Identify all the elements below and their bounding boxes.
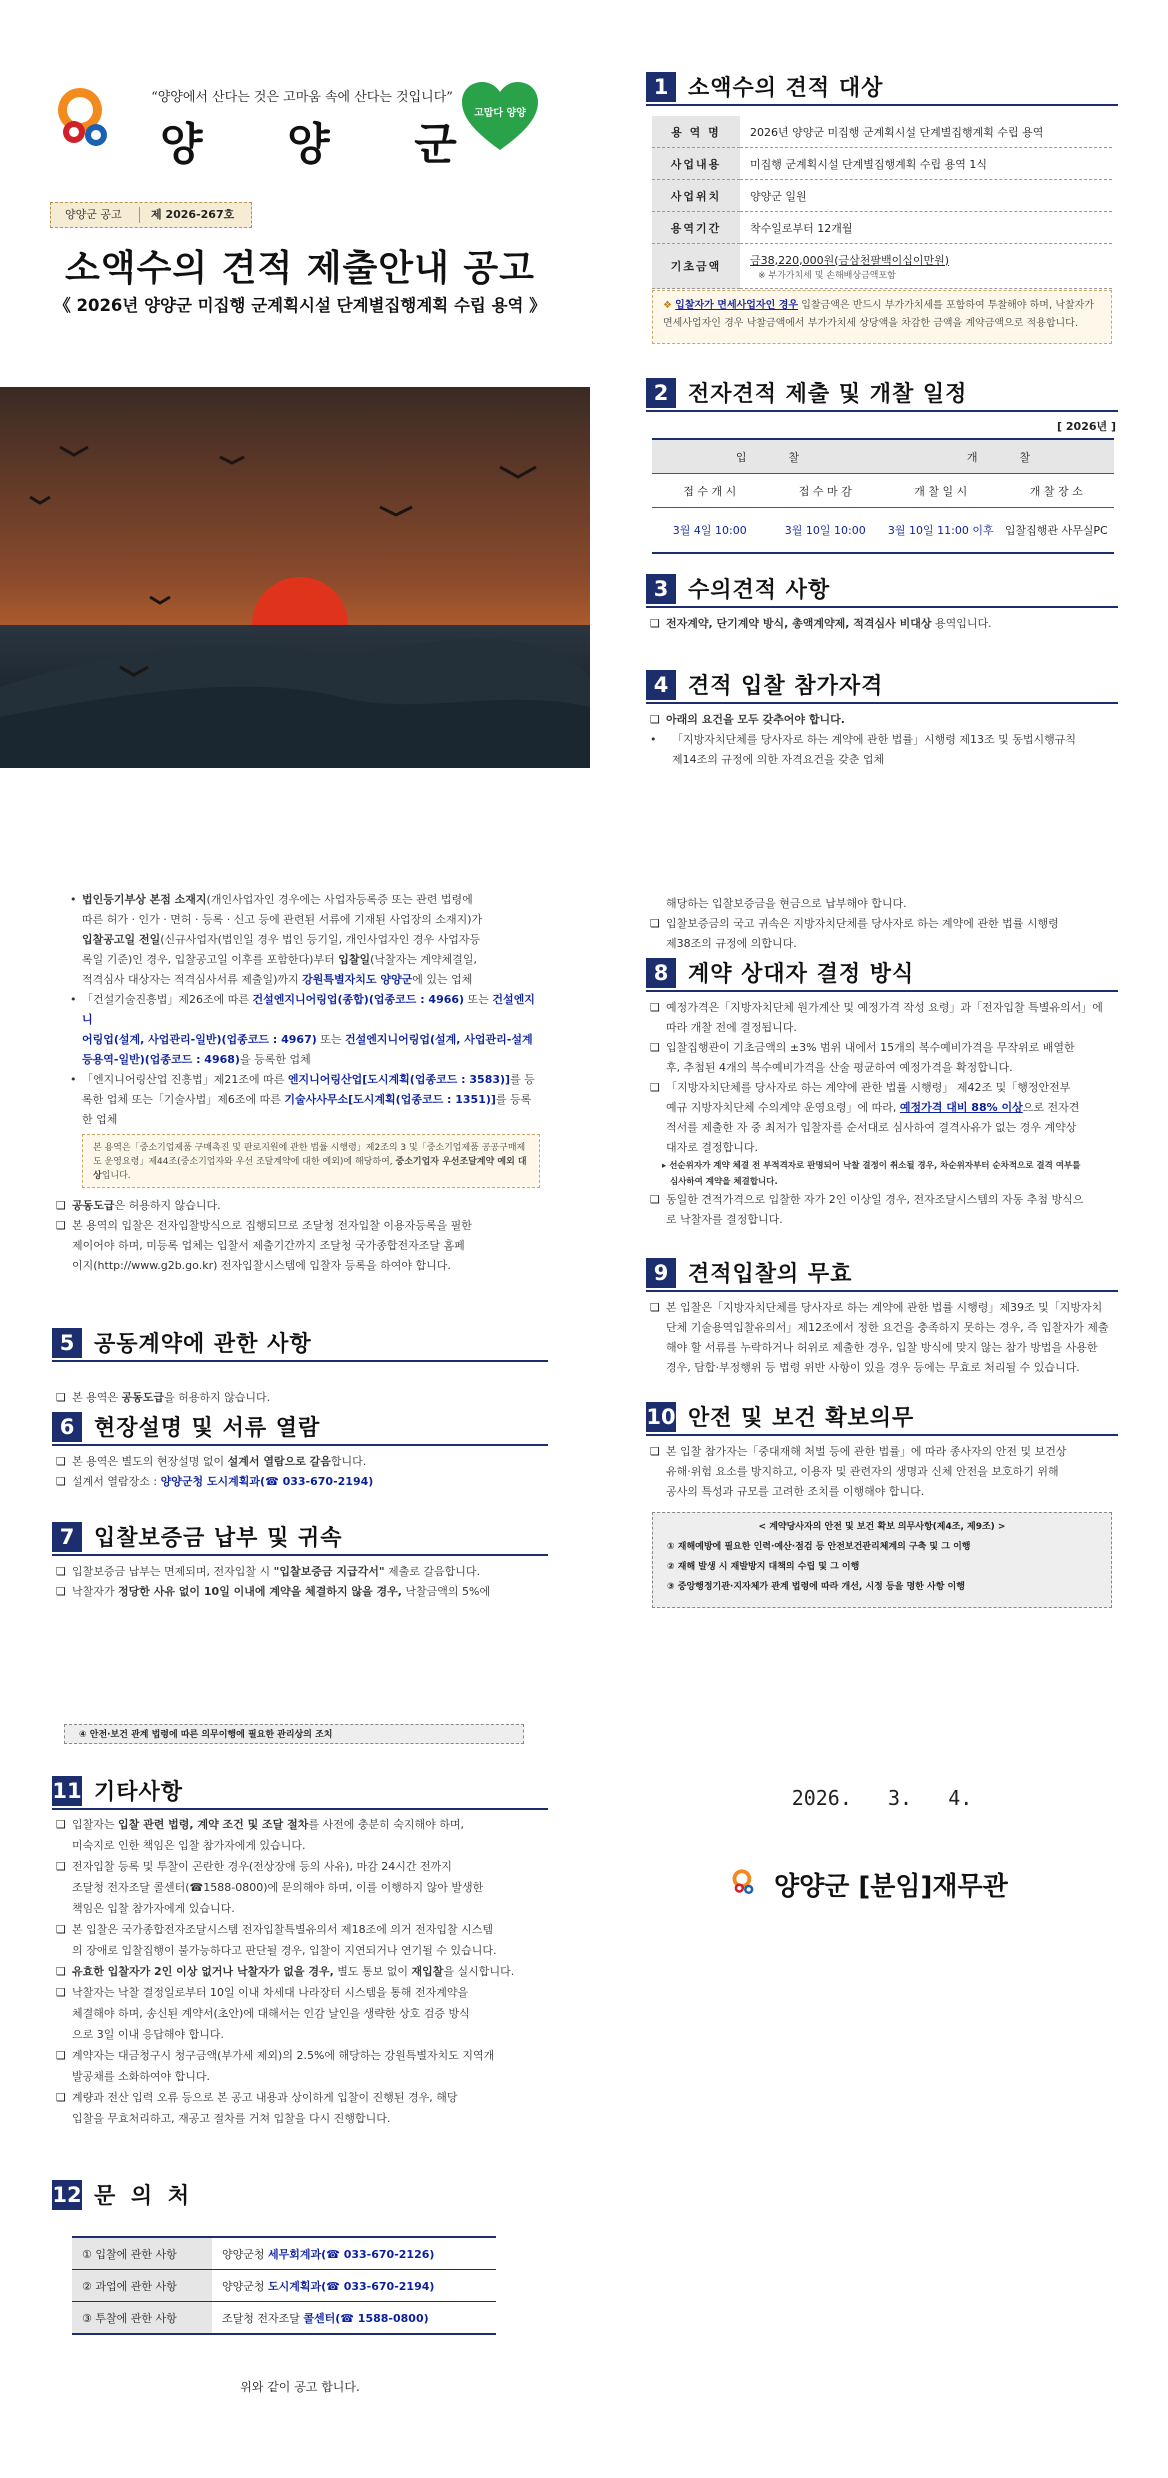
- sunset-photo: [0, 387, 590, 768]
- group-header-open: 개 찰: [883, 439, 1114, 474]
- sec4-line: ❑ 아래의 요건을 모두 갖추어야 합니다.: [650, 710, 1112, 730]
- section-title: 공동계약에 관한 사항: [94, 1332, 312, 1357]
- section-11-header: [52, 1774, 548, 1810]
- sec8-item: ❑ 「지방자치단체를 당사자로 하는 계약에 관한 법률 시행령」 제42조 및「행정안전부 예규 지방자치단체 수의계약 운영요령」에 따라, 예정가격 대비 88% 이상으로 전자견 적서를 제출한 자 중 최저가 입찰자를 순서대로 심사하여 결격사유가 없는 경우 계약상 대자로 결정합니다.: [650, 1078, 1114, 1158]
- section-number: 8: [646, 958, 676, 988]
- col-header: 접 수 마 감: [768, 474, 884, 508]
- sec11-item: ❑ 본 입찰은 국가종합전자조달시스템 전자입찰특별유의서 제18조에 의거 전자입찰 시스템 의 장애로 입찰집행이 불가능하다고 판단될 경우, 입찰이 지연되거나 연기될 수 있습니다.: [56, 1919, 544, 1961]
- sec8-item: ❑ 예정가격은「지방자치단체 원가계산 및 예정가격 작성 요령」과「전자입찰 특별유의서」에 따라 개찰 전에 결정됩니다.: [650, 998, 1114, 1038]
- row-value: 미집행 군계획시설 단계별집행계획 수립 용역 1식: [740, 148, 1112, 180]
- section-5-header: [52, 1326, 548, 1362]
- cell-value: 3월 4일 10:00: [652, 508, 768, 554]
- section-number: 9: [646, 1258, 676, 1288]
- section-9-header: [646, 1256, 1118, 1292]
- sec11-item: ❑ 유효한 입찰자가 2인 이상 없거나 낙찰자가 없을 경우, 별도 통보 없이 재입찰을 실시합니다.: [56, 1961, 544, 1982]
- table-row: [652, 116, 1112, 148]
- section-title: 기타사항: [94, 1780, 184, 1805]
- county-logo-small-icon: [730, 1866, 764, 1900]
- page-title: 소액수의 견적 제출안내 공고: [65, 248, 535, 289]
- sme-exception-note: 본 용역은「중소기업제품 구매촉진 및 판로지원에 관한 법률 시행령」제2조의 3 및「중소기업제품 공공구매제도 운영요령」제44조(중소기업자와 우선 조달계약에 대한 예외)에 해당하여, 중소기업자 우선조달계약 예외 대상입니다.: [82, 1134, 540, 1188]
- sec9-item: ❑ 본 입찰은「지방자치단체를 당사자로 하는 계약에 관한 법률 시행령」제39조 및「지방자치 단체 기술용역입찰유의서」제12조에서 정한 요건을 충족하지 못하는 경우, 즉 입찰자가 제출 해야 할 서류를 누락하거나 허위로 제출한 경우, 입찰 방식에 맞지 않는 참가 방법을 사용한 경우, 담합·부정행위 등 법령 위반 사항이 있을 경우 등에는 무효로 처리될 수 있습니다.: [650, 1298, 1114, 1378]
- sec11-item: ❑ 계약자는 대금청구시 청구금액(부가세 제외)의 2.5%에 해당하는 강원특별자치도 지역개 발공채를 소화하여야 합니다.: [56, 2045, 544, 2087]
- sec4-body: [650, 710, 1112, 770]
- section-title: 계약 상대자 결정 방식: [688, 962, 915, 987]
- safety-duty-item: ② 재해 발생 시 재발방지 대책의 수립 및 그 이행: [667, 1562, 860, 1572]
- table-row: [652, 148, 1112, 180]
- row-value: 양양군 일원: [740, 180, 1112, 212]
- qual-item: • 법인등기부상 본점 소재지(개인사업자인 경우에는 사업자등록증 또는 관련 법령에 따른 허가 · 인가 · 면허 · 등록 · 신고 등에 관련된 서류에 기재된 사업장의 소재지)가 입찰공고일 전일(신규사업자(법인일 경우 법인 등기일, 개인사업자인 경우 사업자등 록일 기준)인 경우, 입찰공고일 이후를 포함한다)부터 입찰일(낙찰자는 계약체결일, 적격심사 대상자는 적격심사서류 제출일)까지 강원특별자치도 양양군에 있는 업체: [70, 890, 544, 990]
- safety-duty-item: ③ 중앙행정기관·지자체가 관계 법령에 따라 개선, 시정 등을 명한 사항 이행: [667, 1582, 965, 1592]
- county-logo-icon: [52, 80, 132, 160]
- closing-text: 위와 같이 공고 합니다.: [240, 2380, 360, 2394]
- cell-value: 입찰집행관 사무실PC: [999, 508, 1115, 554]
- joint-contract-note: ❑ 공동도급은 허용하지 않습니다.: [56, 1196, 544, 1216]
- sec9-body: [650, 1298, 1114, 1378]
- group-header-bid: 입 찰: [652, 439, 883, 474]
- cell-value: 3월 10일 10:00: [768, 508, 884, 554]
- heart-label: 고맙다 양양: [474, 108, 526, 119]
- slogan: “양양에서 산다는 것은 고마움 속에 산다는 것입니다”: [151, 90, 453, 105]
- notice-divider: [139, 207, 140, 223]
- section-number: 10: [646, 1402, 676, 1432]
- section-8-header: [646, 956, 1118, 992]
- header-logo: [52, 80, 132, 160]
- sec5-text: ❑ 본 용역은 공동도급을 허용하지 않습니다.: [56, 1388, 560, 1408]
- section-number: 3: [646, 574, 676, 604]
- table-header-row: [652, 439, 1114, 474]
- notice-number-box: [50, 202, 252, 228]
- table-row: [652, 244, 1112, 289]
- table-row: [72, 2270, 496, 2302]
- safety-duty-item-4: [64, 1724, 524, 1744]
- section-title: 현장설명 및 서류 열람: [94, 1416, 321, 1441]
- deposit-line: 해당하는 입찰보증금을 현금으로 납부해야 합니다.: [666, 897, 907, 910]
- sec8-subnote: ▸ 선순위자가 계약 체결 전 부적격자로 판명되어 낙찰 결정이 취소될 경우, 차순위자부터 순차적으로 결격 여부를 심사하여 계약을 체결합니다.: [662, 1161, 1081, 1187]
- section-title: 견적입찰의 무효: [688, 1262, 853, 1287]
- contact-topic: ① 입찰에 관한 사항: [72, 2237, 212, 2270]
- safety-duty-item: ① 재해예방에 필요한 인력·예산·점검 등 안전보건관리체계의 구축 및 그 이행: [667, 1542, 971, 1552]
- section-7-header: [52, 1520, 548, 1556]
- sec11-item: ❑ 입찰자는 입찰 관련 법령, 계약 조건 및 조달 절차를 사전에 충분히 숙지해야 하며, 미숙지로 인한 책임은 입찰 참가자에게 있습니다.: [56, 1814, 544, 1856]
- section-title: 견적 입찰 참가자격: [688, 674, 884, 699]
- row-value: 착수일로부터 12개월: [740, 212, 1112, 244]
- sec8-item: ❑ 입찰집행관이 기초금액의 ±3% 범위 내에서 15개의 복수예비가격을 무작위로 배열한 후, 추첨된 4개의 복수예비가격을 산술 평균하여 예정가격을 확정합니다.: [650, 1038, 1114, 1078]
- e-bid-note: ❑ 본 용역의 입찰은 전자입찰방식으로 집행되므로 조달청 전자입찰 이용자등록을 필한 제이어야 하며, 미등록 업체는 입찰서 제출기간까지 조달청 국가종합전자조달 홈페 이지(http://www.g2b.go.kr) 전자입찰시스템에 입찰자 등록을 하여야 합니다.: [56, 1216, 544, 1276]
- section-title: 전자견적 제출 및 개찰 일정: [688, 382, 968, 407]
- heart-logo-icon: [462, 82, 538, 152]
- section-4-header: [646, 668, 1118, 704]
- vat-notice: ❖ 입찰자가 면세사업자인 경우 입찰금액은 반드시 부가가치세를 포함하여 투찰해야 하며, 낙찰자가 면세사업자인 경우 낙찰금액에서 부가가치세 상당액을 차감한 금액을 계약금액으로 적용합니다.: [652, 290, 1112, 344]
- contact-topic: ② 과업에 관한 사항: [72, 2270, 212, 2302]
- contact-info: 양양군청 도시계획과(☎ 033-670-2194): [212, 2270, 496, 2302]
- row-label: 용역기간: [652, 212, 740, 244]
- sec11-item: ❑ 전자입찰 등록 및 투찰이 곤란한 경우(전상장애 등의 사유), 마감 24시간 전까지 조달청 전자조달 콜센터(☎1588-0800)에 문의해야 하며, 이를 이행하지 않아 발생한 책임은 입찰 참가자에게 있습니다.: [56, 1856, 544, 1919]
- notice-no: 제 2026-267호: [151, 208, 235, 221]
- safety-box-title: < 계약당사자의 안전 및 보건 확보 의무사항(제4조, 제9조) >: [758, 1522, 1006, 1532]
- row-value: 2026년 양양군 미집행 군계획시설 단계별집행계획 수립 용역: [740, 116, 1112, 148]
- schedule-table: [652, 438, 1114, 554]
- col-header: 접 수 개 시: [652, 474, 768, 508]
- contact-info: 양양군청 세무회계과(☎ 033-670-2126): [212, 2237, 496, 2270]
- table-row: [72, 2302, 496, 2335]
- contact-table: [72, 2236, 496, 2335]
- section-title: 입찰보증금 납부 및 귀속: [94, 1526, 343, 1551]
- sec8-body: [650, 998, 1114, 1230]
- table-row: [652, 508, 1114, 554]
- col-header: 개 찰 장 소: [999, 474, 1115, 508]
- section-number: 2: [646, 378, 676, 408]
- left-col-bullets: [56, 1196, 544, 1276]
- qual-item: • 「엔지니어링산업 진흥법」제21조에 따른 엔지니어링산업[도시계획(업종코드 : 3583)]를 등 록한 업체 또는「기술사법」제6조에 따른 기술사사무소[도시계획(업종코드 : 1351)]를 등록 한 업체: [70, 1070, 544, 1130]
- sec4-line: 제14조의 규정에 의한 자격요건을 갖춘 업체: [672, 753, 885, 766]
- section-number: 12: [52, 2180, 82, 2210]
- section-number: 1: [646, 72, 676, 102]
- col-header: 개 찰 일 시: [883, 474, 999, 508]
- section-title: 수의견적 사항: [688, 578, 831, 603]
- sec7-line: ❑ 낙찰자가 정당한 사유 없이 10일 이내에 계약을 체결하지 않을 경우, 낙찰금액의 5%에: [56, 1582, 544, 1602]
- deposit-line: ❑ 입찰보증금의 국고 귀속은 지방자치단체를 당사자로 하는 계약에 관한 법률 시행령 제38조의 규정에 의합니다.: [650, 914, 1114, 954]
- deposit-continued: [650, 894, 1114, 954]
- sec7-body: [56, 1562, 544, 1602]
- table-row: [72, 2237, 496, 2270]
- sec4-line: • 「지방자치단체를 당사자로 하는 계약에 관한 법률」시행령 제13조 및 동법시행규칙: [650, 730, 1112, 750]
- row-label: 용 역 명: [652, 116, 740, 148]
- cell-value: 3월 10일 11:00 이후: [883, 508, 999, 554]
- sec6-line: ❑ 본 용역은 별도의 현장설명 없이 설계서 열람으로 갈음합니다.: [56, 1452, 544, 1472]
- section-number: 5: [52, 1328, 82, 1358]
- sec6-line: ❑ 설계서 열람장소 : 양양군청 도시계획과(☎ 033-670-2194): [56, 1472, 544, 1492]
- sec10-item: ❑ 본 입찰 참가자는「중대재해 처벌 등에 관한 법률」에 따라 종사자의 안전 및 보건상 유해·위험 요소를 방지하고, 이용자 및 관련자의 생명과 신체 안전을 보호하기 위해 공사의 특성과 규모를 고려한 조치를 이행해야 합니다.: [650, 1442, 1114, 1502]
- contact-info: 조달청 전자조달 콜센터(☎ 1588-0800): [212, 2302, 496, 2335]
- table-header-row: [652, 474, 1114, 508]
- sec10-body: [650, 1442, 1114, 1502]
- contact-topic: ③ 투찰에 관한 사항: [72, 2302, 212, 2335]
- section-title: 소액수의 견적 대상: [688, 76, 884, 101]
- row-label: 사업내용: [652, 148, 740, 180]
- section-number: 7: [52, 1522, 82, 1552]
- qual-item: • 「건설기술진흥법」제26조에 따른 건설엔지니어링업(종합)(업종코드 : 4966) 또는 건설엔지니 어링업(설계, 사업관리-일반)(업종코드 : 4967) 또는 건설엔지니어링업(설계, 사업관리-설계 등용역-일반)(업종코드 : 4968)을 등록한 업체: [70, 990, 544, 1070]
- notice-date: 2026. 3. 4.: [791, 1786, 973, 1810]
- sec8-item: ❑ 동일한 견적가격으로 입찰한 자가 2인 이상일 경우, 전자조달시스템의 자동 추첨 방식으 로 낙찰자를 결정합니다.: [650, 1190, 1114, 1230]
- row-label: 기초금액: [652, 244, 740, 289]
- section-12-header: [52, 2178, 548, 2212]
- safety-duty-item: ④ 안전·보건 관계 법령에 따른 의무이행에 필요한 관리상의 조치: [79, 1730, 333, 1740]
- section-title: 문 의 처: [94, 2184, 194, 2209]
- sec11-body: [56, 1814, 544, 2129]
- notice-label: 양양군 공고: [65, 208, 122, 221]
- org-name: 양 양 군: [160, 119, 475, 170]
- row-value: [740, 244, 1112, 289]
- schedule-year: [ 2026년 ]: [1057, 420, 1116, 433]
- signer-block: [730, 1864, 1070, 1904]
- row-label: 사업위치: [652, 180, 740, 212]
- base-amount: 금38,220,000원(금삼천팔백이십이만원): [750, 253, 950, 267]
- vat-notice-head: 입찰자가 면세사업자인 경우: [675, 300, 799, 311]
- signer-name: 양양군 [분임]재무관: [774, 1872, 1008, 1902]
- sec11-item: ❑ 낙찰자는 낙찰 결정일로부터 10일 이내 차세대 나라장터 시스템을 통해 전자계약을 체결해야 하며, 송신된 계약서(초안)에 대해서는 인감 날인을 생략한 상호 검증 방식 으로 3일 이내 응답해야 합니다.: [56, 1982, 544, 2045]
- section-6-header: [52, 1410, 548, 1446]
- base-amount-note: ※ 부가가치세 및 손해배상금액포함: [758, 270, 896, 281]
- table-row: [652, 212, 1112, 244]
- page-subtitle: 《 2026년 양양군 미집행 군계획시설 단계별집행계획 수립 용역 》: [54, 296, 546, 315]
- section-title: 안전 및 보건 확보의무: [688, 1406, 915, 1431]
- qualification-details: [70, 890, 544, 1130]
- vat-notice-text: 입찰금액은 반드시 부가가치세를 포함하여 투찰해야 하며, 낙찰자가 면세사업자인 경우 낙찰금액에서 부가가치세 상당액을 차감한 금액을 계약금액으로 적용합니다.: [663, 300, 1094, 329]
- section-number: 11: [52, 1776, 82, 1806]
- section-number: 6: [52, 1412, 82, 1442]
- section-2-header: [646, 376, 1118, 412]
- section-3-header: [646, 572, 1118, 608]
- section-1-header: [646, 70, 1118, 106]
- section-number: 4: [646, 670, 676, 700]
- section-10-header: [646, 1400, 1118, 1436]
- sec7-line: ❑ 입찰보증금 납부는 면제되며, 전자입찰 시 "입찰보증금 지급각서" 제출로 갈음합니다.: [56, 1562, 544, 1582]
- sec6-body: [56, 1452, 544, 1492]
- safety-duty-box: [652, 1512, 1112, 1608]
- table-row: [652, 180, 1112, 212]
- sec11-item: ❑ 계량과 전산 입력 오류 등으로 본 공고 내용과 상이하게 입찰이 진행된 경우, 해당 입찰을 무효처리하고, 재공고 절차를 거쳐 입찰을 다시 진행합니다.: [56, 2087, 544, 2129]
- target-table: [652, 116, 1112, 289]
- sec3-text: ❑ 전자계약, 단기계약 방식, 총액계약제, 적격심사 비대상 용역입니다.: [650, 614, 1126, 634]
